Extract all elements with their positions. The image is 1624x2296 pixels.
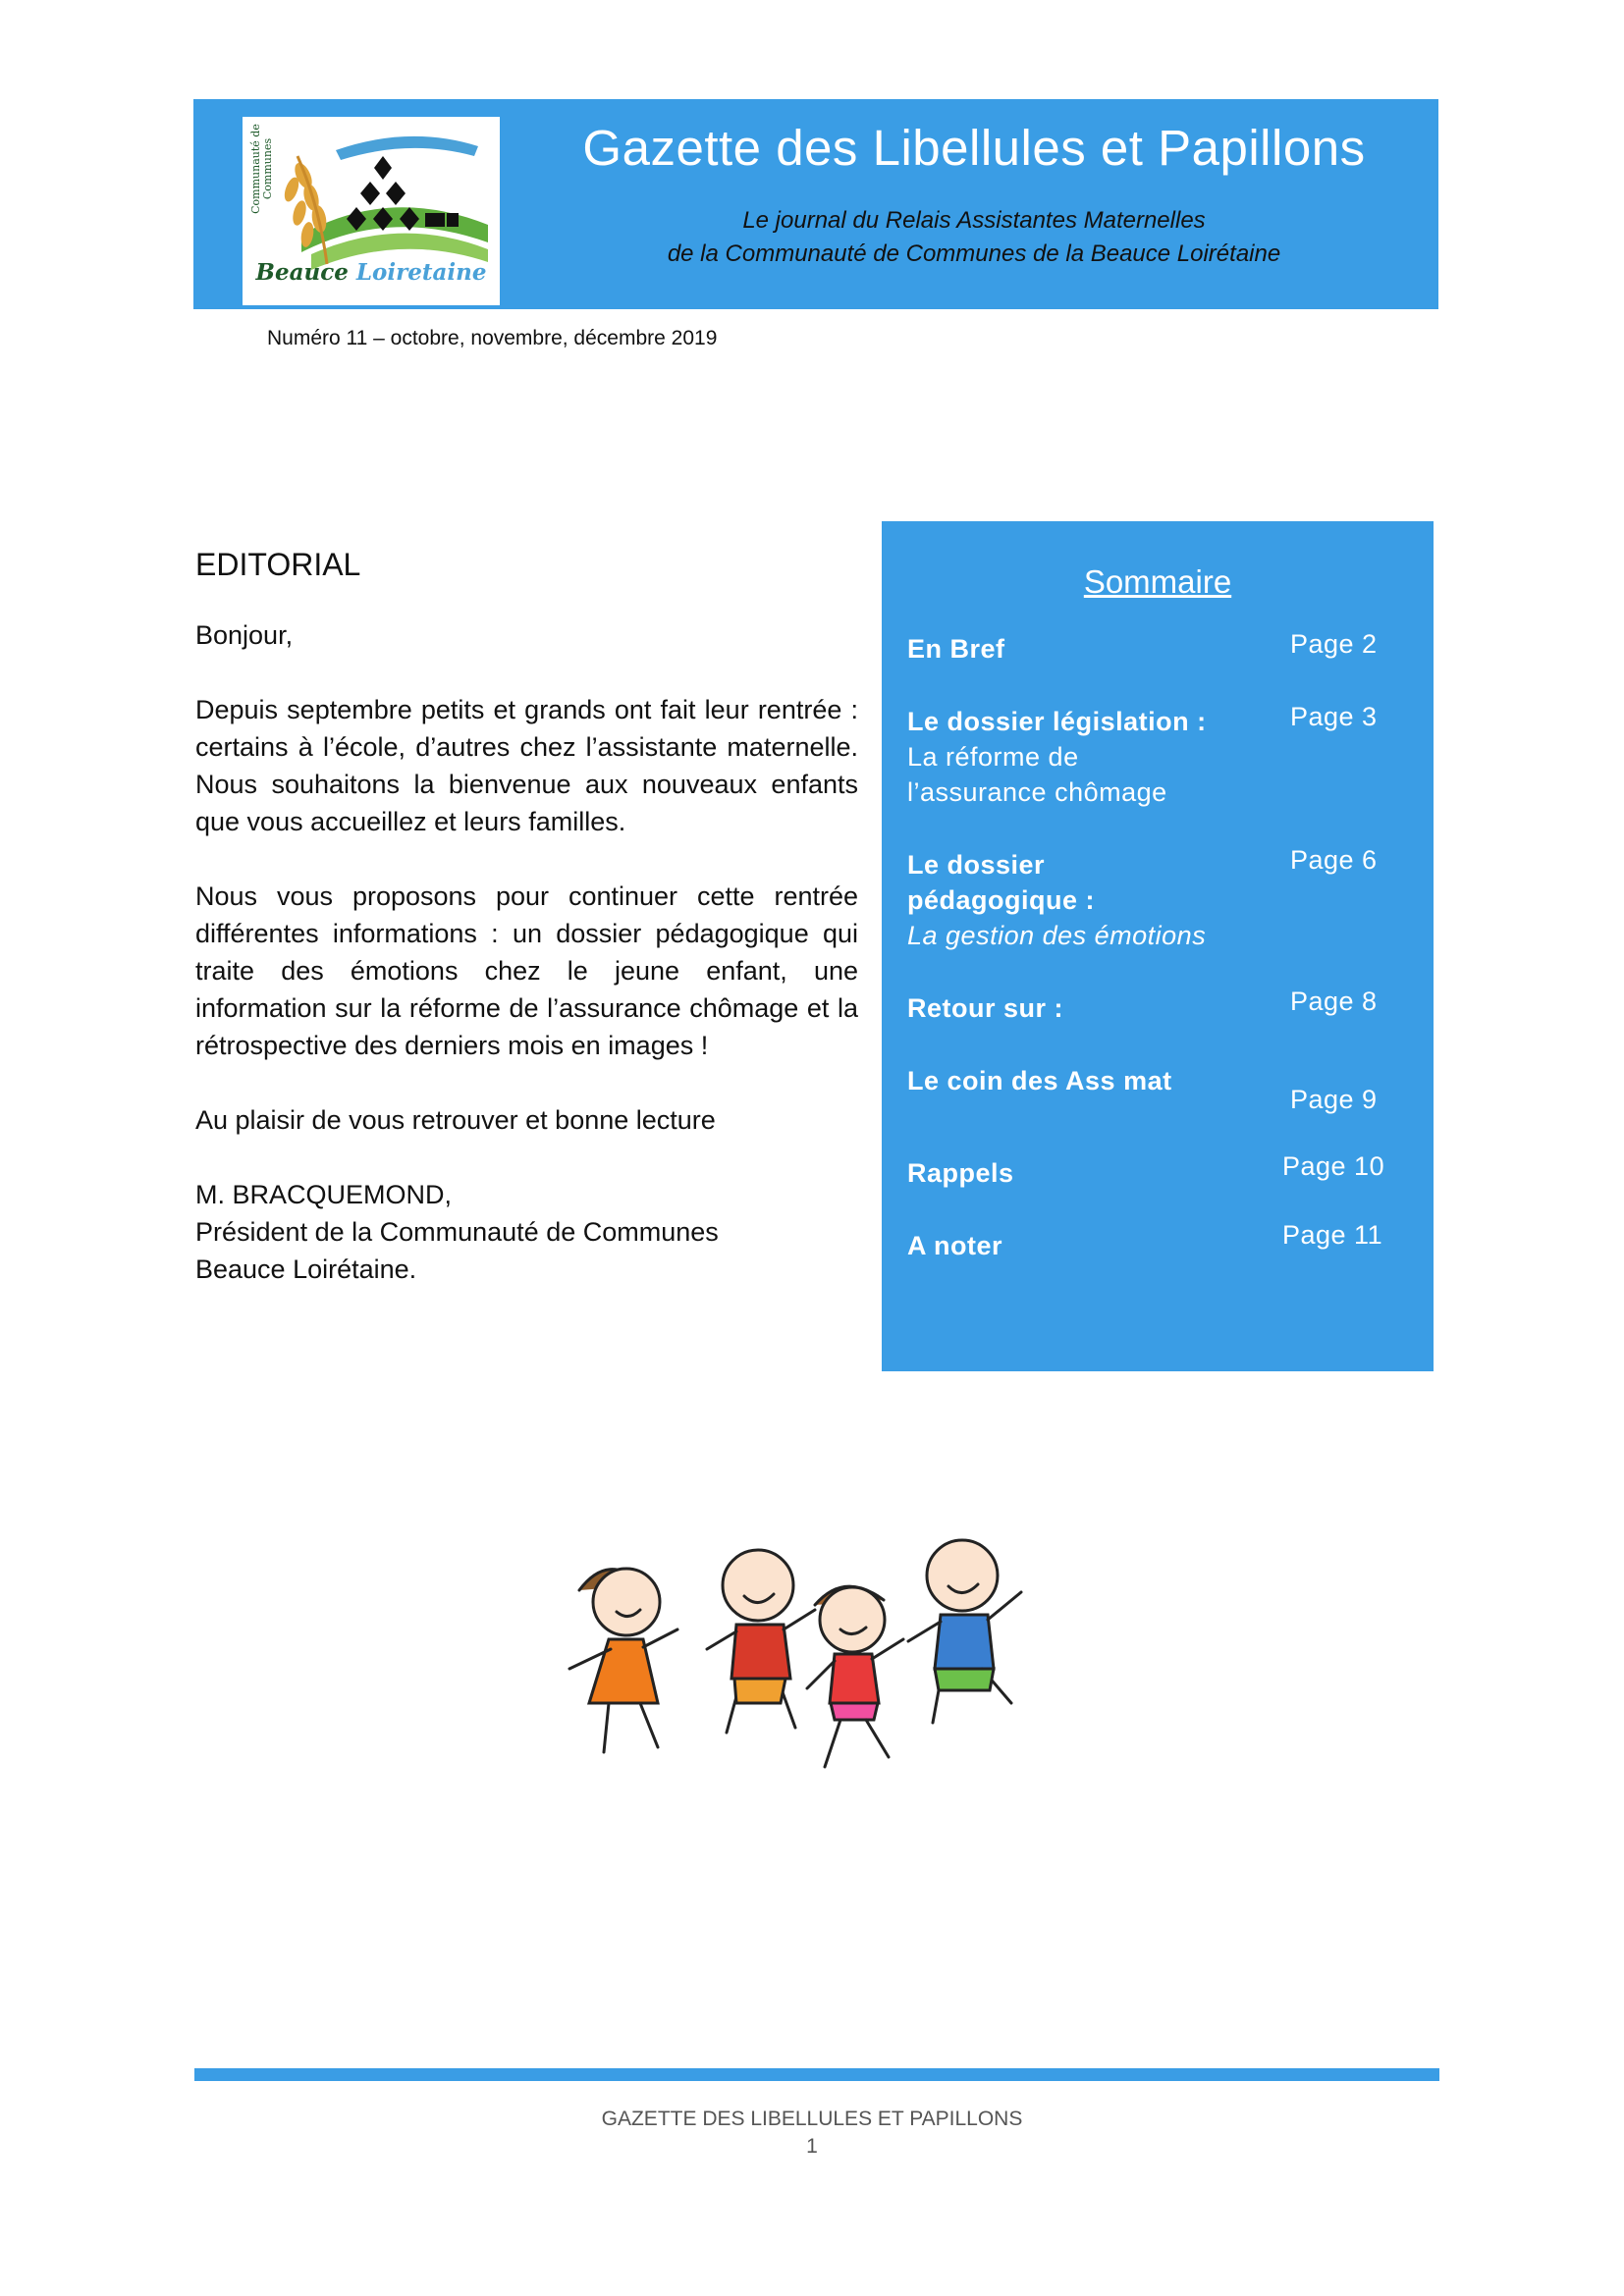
editorial-greeting: Bonjour, [195,620,294,650]
footer-rule [194,2068,1439,2081]
entry-page: Page 6 [1290,845,1378,875]
entry-subtitle: l’assurance chômage [907,777,1167,807]
entry-heading: En Bref [907,634,1005,664]
sommaire-entry-ass-mat [907,1063,1310,1098]
entry-page: Page 2 [1290,629,1378,659]
editorial-closing: Au plaisir de vous retrouver et bonne lecture [195,1105,716,1135]
signature-name: M. BRACQUEMOND, [195,1180,453,1209]
editorial-heading: EDITORIAL [195,547,361,582]
sommaire-entry-rappels [907,1155,1310,1191]
sommaire-entry-a-noter [907,1228,1310,1263]
signature-title: Président de la Communauté de Communes [195,1217,719,1247]
entry-page: Page 11 [1282,1220,1383,1250]
entry-heading: Le dossier législation : [907,707,1207,736]
editorial-paragraph-2: Nous vous proposons pour continuer cette rentrée différentes informations : un dossier pédagogique qui traite des émotions chez le jeune enfant, une information sur la réforme de l’assurance chômage et la rétrospective des derniers mois en images ! [195,881,858,1060]
signature-org: Beauce Loirétaine. [195,1255,417,1284]
logo-caption-part2: Loiretaine [355,259,487,286]
logo-vertical-line2: Communes [261,137,274,200]
issue-line: Numéro 11 – octobre, novembre, décembre 2019 [267,327,718,349]
page-number: 1 [806,2135,818,2158]
entry-subtitle: La réforme de [907,742,1079,772]
sommaire-title: Sommaire [1083,563,1232,600]
logo [243,117,500,305]
subtitle-line2: de la Communauté de Communes de la Beauce Loirétaine [667,240,1281,267]
entry-heading: Le coin des Ass mat [907,1066,1172,1095]
entry-page: Page 10 [1282,1151,1385,1181]
entry-heading: Le dossier [907,850,1046,880]
logo-vertical-text [250,117,274,223]
sommaire-entry-legislation [907,704,1310,810]
entry-heading: A noter [907,1231,1002,1260]
entry-heading: Retour sur : [907,993,1064,1023]
editorial-paragraph-1: Depuis septembre petits et grands ont fait leur rentrée : certains à l’école, d’autres chez l’assistante maternelle. Nous souhaitons la bienvenue aux nouveaux enfants que vous accueillez et leurs familles. [195,695,858,836]
sommaire-entry-pedagogique [907,847,1310,953]
subtitle-line1: Le journal du Relais Assistantes Maternelles [742,207,1206,234]
footer-text: GAZETTE DES LIBELLULES ET PAPILLONS [601,2108,1023,2130]
entry-heading: pédagogique : [907,885,1095,915]
logo-caption [243,259,500,286]
sommaire-panel [882,521,1434,1371]
gazette-title: Gazette des Libellules et Papillons [582,120,1366,176]
header-banner [193,99,1438,309]
entry-page: Page 9 [1290,1085,1378,1114]
logo-vertical-line1: Communauté de [249,124,262,214]
sommaire-entry-retour [907,990,1310,1026]
editorial [195,546,858,1288]
children-illustration [550,1531,1100,1787]
entry-page: Page 3 [1290,702,1378,731]
entry-page: Page 8 [1290,987,1378,1016]
entry-heading: Rappels [907,1158,1014,1188]
gazette-subtitle [532,204,1416,271]
entry-subtitle: La gestion des émotions [907,921,1207,950]
sommaire-entry-en-bref [907,631,1310,667]
logo-caption-part1: Beauce [255,259,349,286]
